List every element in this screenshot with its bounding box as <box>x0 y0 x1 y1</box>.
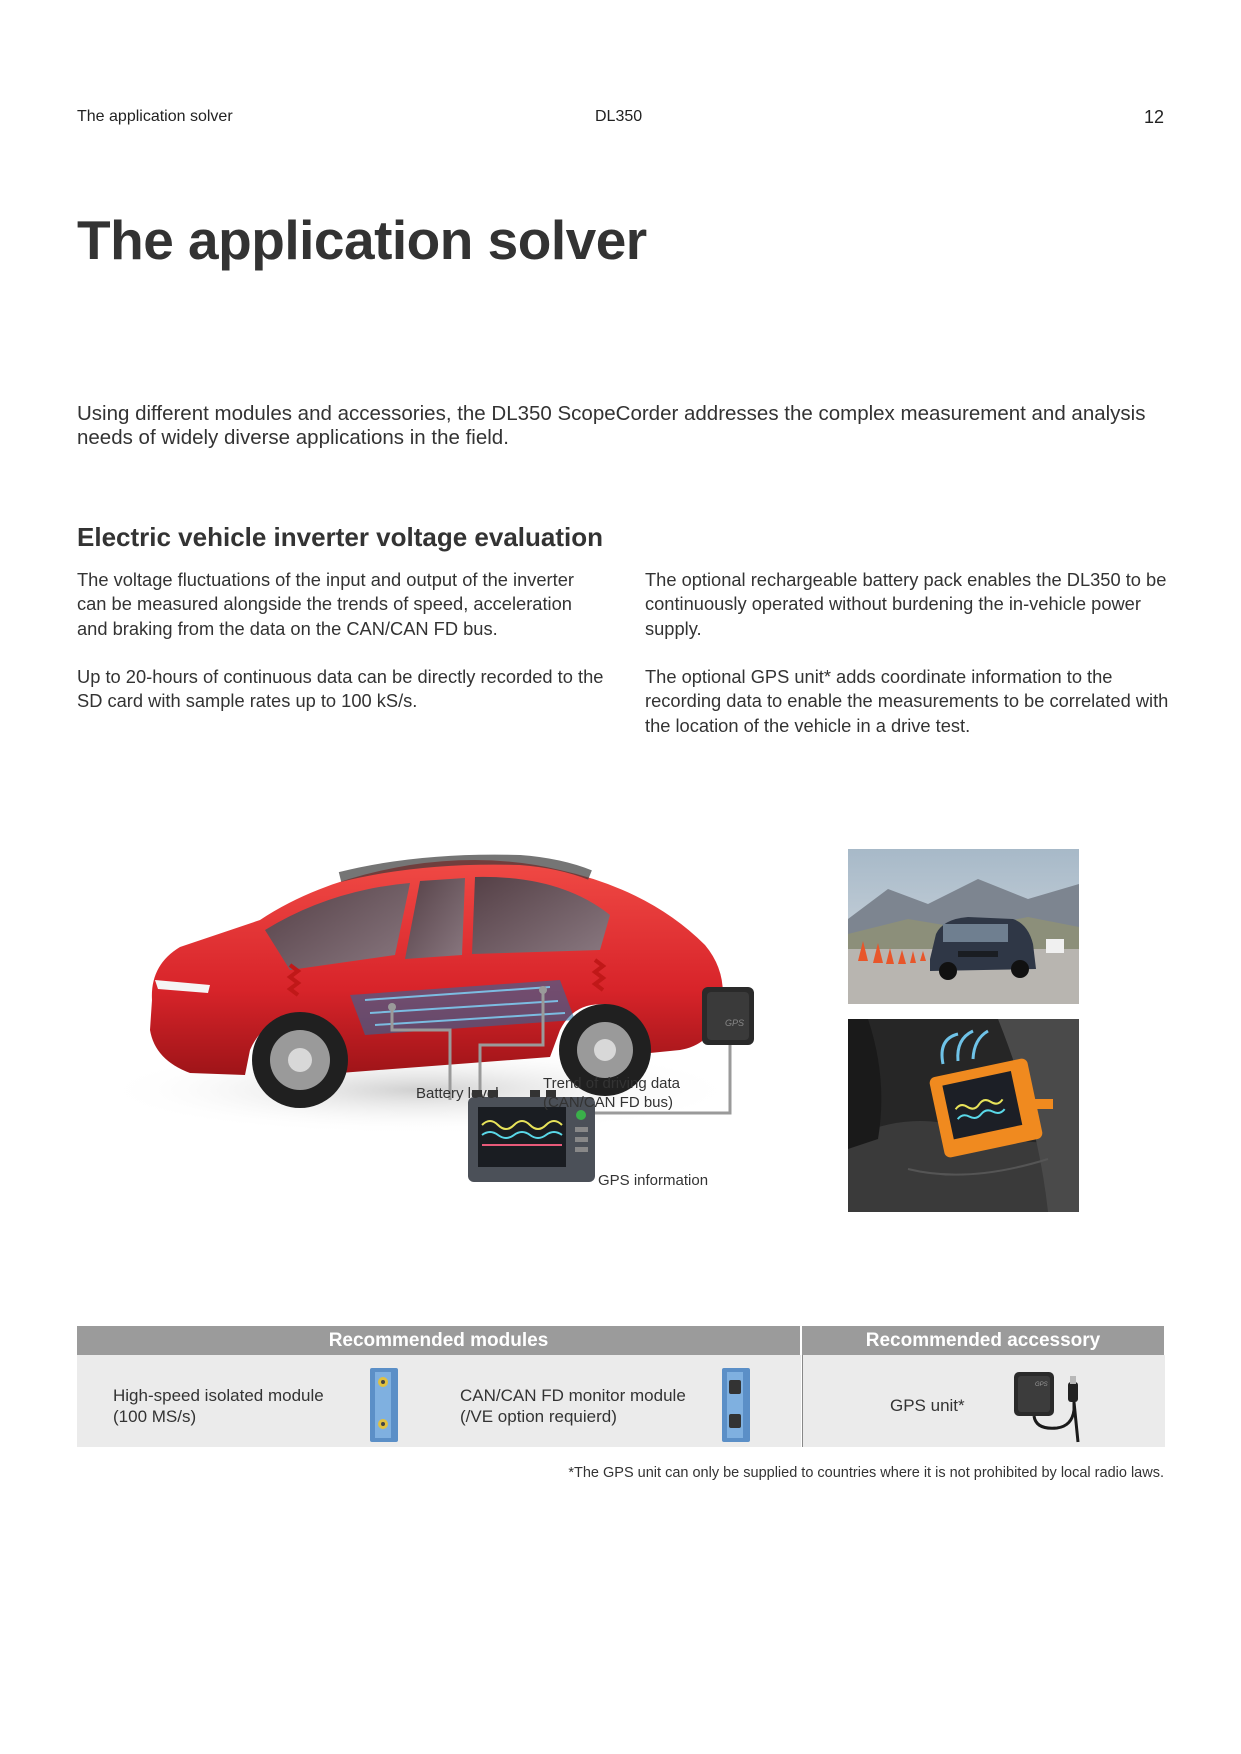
gps-information-label: GPS information <box>598 1172 709 1189</box>
gps-device <box>702 987 754 1045</box>
paragraph: Up to 20-hours of continuous data can be directly recorded to the SD card with sample rates up to 100 kS/s. <box>77 666 604 712</box>
page-number: 12 <box>1143 107 1164 127</box>
running-header-section: The application solver <box>77 108 233 125</box>
footnote: *The GPS unit can only be supplied to countries where it is not prohibited by local radio laws. <box>568 1465 1164 1481</box>
paragraph: The optional rechargeable battery pack enables the DL350 to be continuously operated without burdening the in-vehicle power supply. <box>645 569 1167 639</box>
paragraph: The optional GPS unit* adds coordinate information to the recording data to enable the measurements to be correlated with the location of the vehicle in a drive test. <box>645 666 1169 736</box>
battery-level-label: Battery level <box>416 1085 499 1102</box>
page-title: The application solver <box>77 209 647 271</box>
drive-test-photo <box>848 849 1079 1004</box>
accessory-header: Recommended accessory <box>802 1326 1164 1355</box>
left-column <box>77 568 607 738</box>
modules-header: Recommended modules <box>77 1326 800 1355</box>
accessory-cell <box>802 1355 1165 1447</box>
driving-data-label: Trend of driving data (CAN/CAN FD bus) <box>543 1075 681 1111</box>
paragraph: The voltage fluctuations of the input and output of the inverter can be measured alongside the trends of speed, acceleration and braking from the data on the CAN/CAN FD bus. <box>77 569 574 639</box>
right-column <box>645 568 1175 762</box>
gps-device-label: GPS <box>725 1018 745 1028</box>
recommendation-table <box>77 1326 1164 1447</box>
module2-text: CAN/CAN FD monitor module (/VE option requierd) <box>460 1386 686 1426</box>
in-vehicle-photo <box>848 1019 1079 1212</box>
high-speed-module-image <box>367 1366 401 1444</box>
module1-text: High-speed isolated module (100 MS/s) <box>113 1386 324 1426</box>
running-header-product: DL350 <box>595 108 643 125</box>
intro-paragraph: Using different modules and accessories, the DL350 ScopeCorder addresses the complex measurement and analysis needs of widely diverse applications in the field. <box>77 402 1146 449</box>
gps-unit-image <box>1012 1370 1092 1444</box>
gps-unit-text: GPS <box>1035 1382 1048 1388</box>
section-title: Electric vehicle inverter voltage evaluation <box>77 522 604 552</box>
ev-diagram <box>90 835 790 1220</box>
accessory-text: GPS unit* <box>890 1396 965 1415</box>
can-module-image <box>719 1366 753 1444</box>
